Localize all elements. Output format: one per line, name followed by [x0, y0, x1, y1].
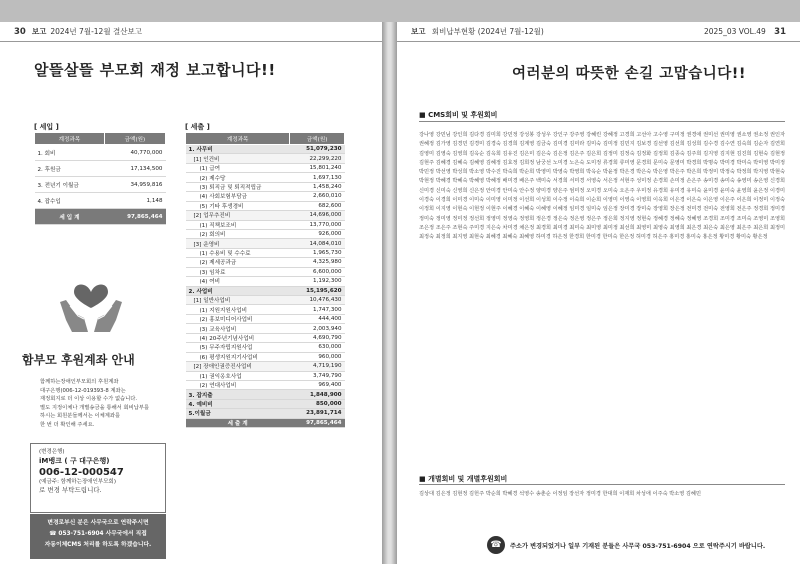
- right-page-title: 여러분의 따뜻한 손길 고맙습니다!!: [512, 66, 746, 82]
- left-page-title: 알뜰살뜰 부모회 재정 보고합니다!!: [34, 61, 276, 79]
- notice-line: ☎ 053-751-6904 사무국에서 직접: [49, 531, 147, 537]
- income-row: [35, 145, 166, 161]
- left-page-number: 30: [14, 26, 26, 37]
- address-notice-text: 주소가 변경되었거나 일부 기재된 분들은 사무국 053-751-6904 으로 연락주시기 바랍니다.: [510, 542, 766, 550]
- expense-item: 1. 사무비: [186, 145, 290, 154]
- change-notice: [30, 514, 166, 559]
- expense-item: (2) 제수당: [186, 173, 290, 182]
- left-header: [0, 22, 382, 42]
- expense-item: 2. 사업비: [186, 286, 290, 295]
- account-bank: iM뱅크 ( 구 대구은행): [39, 457, 110, 465]
- expense-total-amount: 97,865,464: [290, 418, 345, 427]
- expense-item: (2) 연대사업비: [186, 380, 290, 389]
- right-page: [397, 22, 800, 564]
- left-page: [0, 22, 382, 564]
- expense-row: [186, 248, 345, 257]
- expense-row: [186, 201, 345, 210]
- expense-item: (2) 홍보미디어사업비: [186, 314, 290, 323]
- expense-row: [186, 211, 345, 220]
- income-item: 4. 잡수입: [35, 193, 105, 209]
- right-page-number: 31: [774, 26, 786, 37]
- group-section-title: ■ 개별회비 및 개별후원회비: [419, 475, 508, 483]
- expense-amount: 4,325,980: [290, 258, 345, 267]
- expense-row: [186, 229, 345, 238]
- expense-col-item: 계정과목: [186, 133, 290, 145]
- expense-amount: 6,600,000: [290, 267, 345, 276]
- income-col-amount: 금액(원): [104, 133, 165, 145]
- expense-amount: 22,299,220: [290, 154, 345, 163]
- expense-row: [186, 343, 345, 352]
- expense-item: [1] 인건비: [186, 154, 290, 163]
- expense-row: [186, 409, 345, 418]
- right-header: [397, 22, 800, 42]
- expense-amount: 51,079,230: [290, 145, 345, 154]
- desc-line: 별도 지정이체나 개별송금을 통해서 회비납부를: [40, 404, 150, 411]
- left-section: 보고: [31, 27, 47, 36]
- income-total-amount: 97,865,464: [104, 209, 165, 225]
- expense-row: [186, 182, 345, 191]
- book-spine: [382, 22, 397, 564]
- account-box: [30, 443, 166, 513]
- address-notice: [487, 536, 765, 554]
- sponsor-title: 함부모 후원계좌 안내: [22, 353, 135, 367]
- group-rule: [419, 484, 785, 485]
- expense-item: (3) 교육사업비: [186, 324, 290, 333]
- cms-rule: [419, 121, 785, 122]
- left-subtitle: 2024년 7월-12월 결산보고: [50, 27, 142, 36]
- expense-row: [186, 267, 345, 276]
- income-row: [35, 161, 166, 177]
- income-amount: 1,148: [104, 193, 165, 209]
- expense-table: [185, 132, 345, 428]
- issue-label: 2025_03 VOL.49: [703, 26, 766, 36]
- expense-amount: 850,000: [290, 399, 345, 408]
- desc-line: 한 번 더 확인해 주세요.: [40, 421, 95, 428]
- sponsor-description: [40, 378, 180, 430]
- income-amount: 40,770,000: [104, 145, 165, 161]
- right-subtitle: 회비납부현황 (2024년 7월-12월): [431, 27, 544, 36]
- expense-row: [186, 145, 345, 154]
- desc-line: 함께하는장애인부모회의 후원계좌: [40, 379, 119, 385]
- expense-item: (4) 여비: [186, 277, 290, 286]
- income-amount: 17,134,500: [104, 161, 165, 177]
- account-request: 로 변경 부탁드립니다.: [39, 486, 102, 494]
- expense-row: [186, 362, 345, 371]
- cms-names: 강나영 강민님 강인희 김다경 김미희 강민정 강성봉 강성우 강인구 강주영 강혜린 강혜정 고경희 고선아 고수영 구미정 권경애 권미선 권미영 권소영 권소정 권인자 권혜정 김가영 김경민 김경미 김경숙 김경희 김계영 김금숙 김미경 김미라 김미숙 김미정 김민지 김보경 김선영 김선희 김성희 김수경 김수연 김숙희 김순자 김연희 김영미 김영숙 김영희 김옥순 김옥희 김유진 김은미 김은숙 김은정 김은주 김은희 김정미 김정숙 김정화 김정희 김종숙 김주희 김지영 김지현 김진희 김현숙 김현정 김현주 김혜경 김혜숙 김혜영 김혜정 김효정 김희정 남궁선 노미경 노은숙 도미정 류경희 류미영 문경희 문미숙 문영미 박경희 박명숙 박미경 박미숙 박미영 박미정 박민정 박선영 박성희 박소영 박수진 박숙희 박순희 박영미 박영숙 박영희 박옥순 박윤정 박은경 박은숙 박은영 박은주 박은희 박정미 박정숙 박정희 박지영 박현숙 박현정 박혜경 박혜숙 박혜영 박혜정 배미경 배은주 백미숙 서경희 서미경 서영숙 서은정 서현주 성미정 손경희 손미정 손은주 송미경 송미숙 송영미 송은영 신경희 신미경 신미숙 신영희 신은정 안미경 안미숙 안수정 양미경 양은주 엄미정 오미경 오미숙 오은주 우미정 유경희 유미경 유미숙 윤미경 윤미숙 윤영희 윤은정 이경미 이경숙 이경희 이미경 이미숙 이미영 이미정 이선희 이성희 이수정 이숙희 이순희 이영미 이영숙 이영희 이옥희 이은경 이은숙 이은영 이은주 이은희 이정미 이정숙 이정희 이지영 이현숙 이현정 이현주 이혜경 이혜숙 이혜영 이혜정 임미경 임미숙 임은정 장미경 장미숙 장영희 장은정 전미경 전미숙 전영희 전은주 정경희 정미경 정미숙 정미영 정미정 정선희 정영미 정영숙 정영희 정은경 정은숙 정은영 정은주 정은희 정지영 정현숙 정혜경 정혜숙 정혜영 조경희 조미경 조미숙 조영미 조영희 조은정 조은주 조현숙 주미경 지은숙 차미경 채은정 최경희 최미경 최미숙 최미영 최미정 최선희 최영미 최영숙 최영희 최은경 최은숙 최은영 최은주 최은희 최정미 최정숙 최정희 최지영 최현숙 최혜경 최혜숙 최혜영 하미경 하은정 한경희 한미경 한미숙 한은정 허미경 허은주 홍미경 홍미숙 홍은정 황미경 황미숙 황은정: [419, 132, 785, 241]
- cms-title-text: CMS회비 및 후원회비: [428, 111, 498, 119]
- expense-item: (1) 수용비 및 수수료: [186, 248, 290, 257]
- expense-item: (6) 평생지원지기사업비: [186, 352, 290, 361]
- desc-line: 대구은행(006-12-019393-8 계좌는: [40, 387, 126, 394]
- expense-item: (2) 제세공과금: [186, 258, 290, 267]
- expense-item: (2) 회의비: [186, 229, 290, 238]
- expense-row: [186, 277, 345, 286]
- expense-item: (5) 기타 후생경비: [186, 201, 290, 210]
- expense-amount: 630,000: [290, 343, 345, 352]
- income-row: [35, 177, 166, 193]
- expense-amount: 1,965,730: [290, 248, 345, 257]
- expense-item: (5) 무주자립지원사업: [186, 343, 290, 352]
- expense-row: [186, 380, 345, 389]
- expense-item: 5.이월금: [186, 409, 290, 418]
- desc-line: 재정회지로 더 이상 이용할 수가 없습니다.: [40, 396, 138, 403]
- expense-amount: 1,458,240: [290, 182, 345, 191]
- expense-row: [186, 258, 345, 267]
- expense-row: [186, 333, 345, 342]
- group-title-text: 개별회비 및 개별후원회비: [428, 475, 508, 483]
- expense-amount: 10,476,430: [290, 296, 345, 305]
- expense-row: [186, 286, 345, 295]
- expense-amount: 1,697,130: [290, 173, 345, 182]
- desc-line: 하시는 회원분들께서는 이체계좌를: [40, 413, 121, 420]
- expense-item: (1) 지원지원사업비: [186, 305, 290, 314]
- income-row: [35, 193, 166, 209]
- expense-row: [186, 371, 345, 380]
- income-amount: 34,959,816: [104, 177, 165, 193]
- expense-row: [186, 314, 345, 323]
- expense-row: [186, 192, 345, 201]
- expense-col-amount: 금액(원): [290, 133, 345, 145]
- expense-amount: 926,000: [290, 229, 345, 238]
- expense-item: [1] 일반사업비: [186, 296, 290, 305]
- expense-row: [186, 324, 345, 333]
- expense-row: [186, 239, 345, 248]
- expense-amount: 3,749,790: [290, 371, 345, 380]
- expense-row: [186, 154, 345, 163]
- notice-line: 자동이체CMS 처리를 하도록 하겠습니다.: [44, 542, 152, 548]
- income-table: [34, 132, 166, 225]
- expense-item: (1) 직책보조비: [186, 220, 290, 229]
- expense-label: [ 세출 ]: [185, 123, 210, 131]
- expense-amount: 1,848,900: [290, 390, 345, 399]
- right-section: 보고: [411, 27, 426, 36]
- expense-item: (1) 급여: [186, 163, 290, 172]
- expense-amount: 4,690,790: [290, 333, 345, 342]
- income-item: 1. 회비: [35, 145, 105, 161]
- phone-icon: ☎: [487, 536, 505, 554]
- expense-item: [2] 업무추진비: [186, 211, 290, 220]
- expense-row: [186, 390, 345, 399]
- income-label: [ 세입 ]: [34, 123, 59, 131]
- expense-row: [186, 163, 345, 172]
- expense-amount: 1,747,300: [290, 305, 345, 314]
- expense-amount: 15,195,620: [290, 286, 345, 295]
- expense-item: (4) 사회보험부담금: [186, 192, 290, 201]
- expense-item: [2] 장애인권증진사업비: [186, 362, 290, 371]
- expense-item: 4. 예비비: [186, 399, 290, 408]
- income-total-label: 세 입 계: [35, 209, 105, 225]
- expense-amount: 969,400: [290, 380, 345, 389]
- expense-item: [3] 운영비: [186, 239, 290, 248]
- account-number: 006-12-000547: [39, 467, 124, 478]
- expense-item: (1) 권익옹호사업: [186, 371, 290, 380]
- expense-amount: 15,801,240: [290, 163, 345, 172]
- expense-amount: 682,600: [290, 201, 345, 210]
- expense-item: 3. 잡지출: [186, 390, 290, 399]
- expense-row: [186, 220, 345, 229]
- expense-item: (4) 20주년기념사업비: [186, 333, 290, 342]
- expense-amount: 444,400: [290, 314, 345, 323]
- expense-amount: 14,084,010: [290, 239, 345, 248]
- expense-amount: 13,770,000: [290, 220, 345, 229]
- expense-amount: 4,719,190: [290, 362, 345, 371]
- expense-amount: 2,003,940: [290, 324, 345, 333]
- expense-row: [186, 173, 345, 182]
- income-item: 3. 전년기 이월금: [35, 177, 105, 193]
- notice-line: 변경로부신 분은 사무국으로 연락주시면: [47, 520, 149, 526]
- expense-row: [186, 296, 345, 305]
- heart-hands-icon: [54, 272, 128, 334]
- expense-amount: 2,660,010: [290, 192, 345, 201]
- income-item: 2. 후원금: [35, 161, 105, 177]
- expense-amount: 23,891,714: [290, 409, 345, 418]
- income-total-row: [35, 209, 166, 225]
- expense-item: (3) 퇴직금 및 퇴직적립금: [186, 182, 290, 191]
- expense-total-label: 세 출 계: [186, 418, 290, 427]
- expense-row: [186, 399, 345, 408]
- group-names: 김상대 김은정 김현정 김헌주 박순희 박혜경 석영수 송춘순 이정임 장선자 정미경 한대희 이재희 차성애 이주숙 박소영 김혜민: [419, 491, 701, 497]
- income-col-item: 계정과목: [35, 133, 105, 145]
- expense-row: [186, 305, 345, 314]
- expense-amount: 14,696,000: [290, 211, 345, 220]
- expense-amount: 960,000: [290, 352, 345, 361]
- cms-section-title: ■ CMS회비 및 후원회비: [419, 111, 498, 119]
- expense-row: [186, 352, 345, 361]
- account-holder: (예금주: 함께하는장애인부모회): [39, 479, 116, 485]
- account-head: (변경은행): [39, 449, 65, 455]
- expense-item: (3) 임차료: [186, 267, 290, 276]
- expense-total-row: [186, 418, 345, 427]
- expense-amount: 1,192,300: [290, 277, 345, 286]
